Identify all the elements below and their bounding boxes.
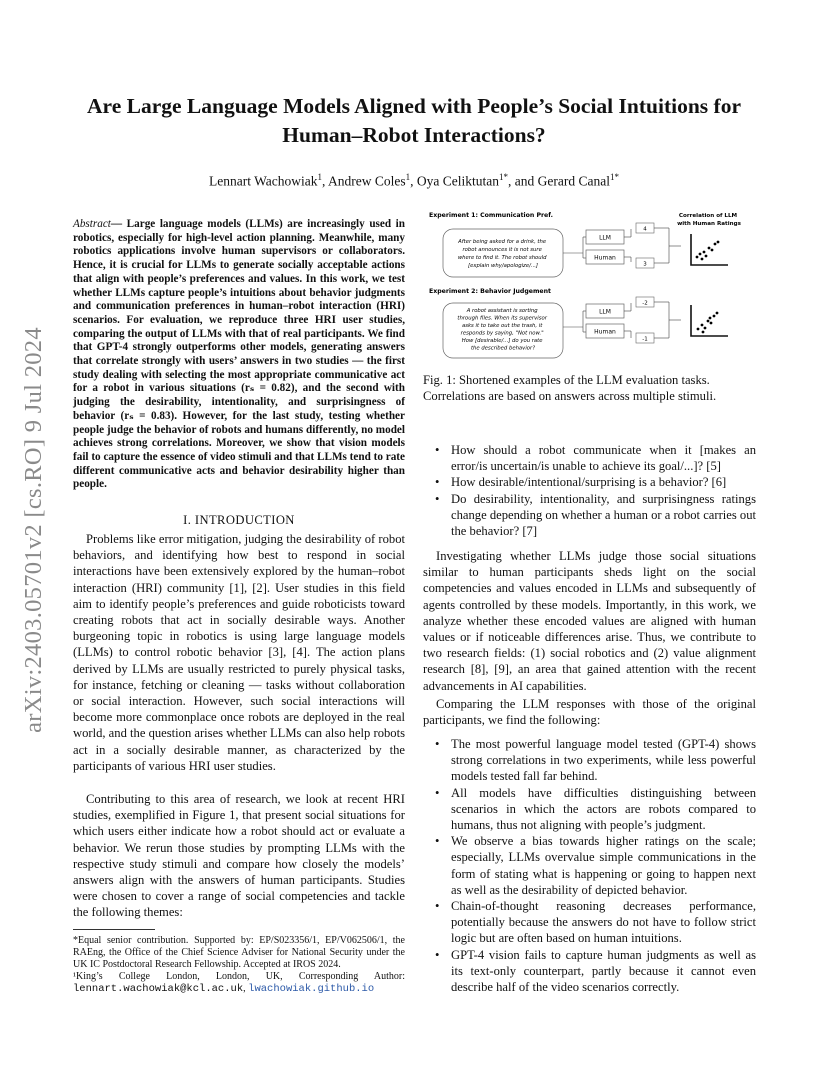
arxiv-stamp: arXiv:2403.05701v2 [cs.RO] 9 Jul 2024	[20, 327, 47, 733]
paper-title	[60, 92, 768, 150]
right-paragraph-1: Investigating whether LLMs judge those social situations similar to human participants sheds light on the social competencies and values encoded in LLMs and subsequently of agents controlled by these models. Importantly, in this work, we analyze whether these encoded values are aligned with human values or if noticeable differences arise. Thus, we contribute to two research fields: (1) social robotics and (2) value alignment research [8], [9], an area that gained attention with the recent advancements in AI capabilities.	[423, 549, 756, 693]
exp2-scatter-plot	[691, 305, 728, 336]
exp2-llm-score: -2	[642, 300, 648, 307]
abstract-body: — Large language models (LLMs) are increasingly used in robotics, especially for high-level action planning. Meanwhile, many robotics applications involve human supervisors or collaborators. Hence, it is crucial for LLMs to generate socially acceptable actions that align with people’s preferences and values. In this work, we test whether LLMs capture people’s intuitions about behavior judgments and communication preferences in human–robot interaction (HRI) scenarios. For evaluation, we reproduce three HRI user studies, comparing the output of LLMs with that of real participants. We find that GPT-4 strongly outperforms other models, generating answers that correlate strongly with users’ answers in two studies — the first study dealing with selecting the most appropriate communicative act for a robot in various situations (rₛ = 0.82), and the second with judging the desirability, intentionality, and surprisingness of behavior (rₛ = 0.83). However, for the last study, testing whether people judge the behavior of robots and humans differently, no model achieves strong correlations. Moreover, we show that vision models fail to capture the essence of video stimuli and that LLMs tend to rate different communicative acts and behavior desirability higher than people.	[73, 218, 405, 491]
author-mark: 1*	[499, 172, 509, 182]
exp1-title: Experiment 1: Communication Pref.	[429, 212, 553, 219]
author-list: Lennart Wachowiak$^1$, Andrew Coles$^1$, Oya Celiktutan$^{1*}$, and Gerard Canal$^{1*}$	[209, 172, 619, 189]
exp2-human-label: Human	[594, 328, 616, 336]
figure-1	[423, 212, 756, 362]
abstract-label: Abstract	[73, 218, 111, 230]
exp1-human-label: Human	[594, 254, 616, 262]
list-item: • We observe a bias towards higher ratings on the scale; especially, LLMs overvalue simple communications in the form of stating what is happening or going to happen next as well as the desirability of depicted behavior.	[423, 833, 756, 898]
findings-list	[423, 736, 756, 995]
list-item: • Chain-of-thought reasoning decreases performance, potentially because the answers do not have to follow strict logic but are often based on human intuitions.	[423, 898, 756, 947]
author-website-link[interactable]: lwachowiak.github.io	[248, 983, 375, 996]
exp2-llm-label: LLM	[599, 308, 611, 316]
list-item: • How desirable/intentional/surprising is a behavior? [6]	[423, 474, 756, 490]
footnote-funding: *Equal senior contribution. Supported by: EP/S023356/1, EP/V062506/1, the RAEng, the Office of the Chief Science Adviser for National Security under the UK IC Postdoctoral Research Fellowship. Accepted at IROS 2024.	[73, 935, 405, 971]
author-mark: 1	[317, 172, 323, 182]
figure-caption: Fig. 1: Shortened examples of the LLM evaluation tasks. Correlations are based on answers across multiple stimuli.	[423, 373, 717, 404]
right-paragraph-2: Comparing the LLM responses with those of the original participants, we find the following:	[423, 697, 756, 728]
author-name: Oya Celiktutan	[416, 173, 500, 189]
list-item: • Do desirability, intentionality, and surprisingness ratings change depending on whether a human or a robot carries out the behavior? [7]	[423, 491, 756, 540]
list-item: • GPT-4 vision fails to capture human judgments as well as its text-only counterpart, partly because it cannot even describe half of the video scenarios correctly.	[423, 947, 756, 996]
abstract	[73, 218, 405, 492]
intro-paragraph-2: Contributing to this area of research, we look at recent HRI studies, exemplified in Figure 1, that present social situations for which users either indicate how a robot should act or evaluate a behavior. We rerun those studies by prompting LLMs with the respective study stimuli and compare how closely the models’ answers align with the answers of human participants. Studies were chosen to cover a range of social competencies and tackle the following themes:	[73, 792, 405, 920]
exp1-llm-label: LLM	[599, 234, 611, 242]
exp1-human-score: 3	[643, 261, 647, 268]
exp1-llm-score: 4	[643, 226, 647, 233]
section-heading: I. INTRODUCTION	[183, 513, 295, 527]
correlation-title: Correlation of LLM with Human Ratings	[677, 213, 741, 227]
intro-paragraph-1: Problems like error mitigation, judging the desirability of robot behaviors, and identifying how best to respond in social interactions have been extensively explored by the human–robot interaction (HRI) community [1], [2]. User studies in this field aim to identify people’s preferences and guide roboticists toward creating robots that act in socially desirable ways. Another burgeoning topic in robotics is using large language models (LLMs) to control robotic behavior [3], [4]. The action plans derived by LLMs are usually restricted to purely physical tasks, for instance, fetching or cleaning — tasks without collaboration or social interaction. However, such social interactions will become more commonplace once robots are deployed in the real world, and the question arises whether LLMs can also help robots act in a socially desirable manner, as characterized by the participants of various HRI user studies.	[73, 532, 405, 773]
themes-list	[423, 442, 756, 539]
author-email-link[interactable]: lennart.wachowiak@kcl.ac.uk	[73, 983, 244, 996]
author-name: Andrew Coles	[328, 173, 406, 189]
exp1-stimulus-box	[443, 229, 563, 277]
list-item: • How should a robot communicate when it [makes an error/is uncertain/is unable to achieve its goal/...]? [5]	[423, 442, 756, 474]
exp1-stimulus-text: After being asked for a drink, the robot announces it is not sure where to find it. The robot should [explain why/apologize/...]	[457, 239, 547, 269]
title-line-2: Human–Robot Interactions?	[282, 123, 546, 147]
exp2-title: Experiment 2: Behavior Judgement	[429, 288, 551, 295]
author-mark: 1	[405, 172, 411, 182]
exp1-scatter-plot	[691, 234, 728, 265]
exp2-stimulus-text: A robot assistant is sorting through files. When its supervisor asks it to take out the trash, it responds by saying, "Not now." How [desirable/...] do you rate the described behavior?	[457, 308, 547, 352]
author-mark: 1*	[609, 172, 619, 182]
list-item: • The most powerful language model tested (GPT-4) shows strong correlations in two experiments, while less powerful models tested fall far behind.	[423, 736, 756, 785]
exp2-human-score: -1	[642, 336, 648, 343]
footnote-affiliation: ¹King’s College London, London, UK, Corresponding Author:	[73, 971, 405, 983]
footnote: *Equal senior contribution. Supported by: EP/S023356/1, EP/V062506/1, the RAEng, the Office of the Chief Science Adviser for National Security under the UK IC Postdoctoral Research Fellowship. Accepted at IROS 2024. ¹King’s College London, London, UK, Corresponding Author: lennart.wachowiak@kcl.ac.uk, lwachowiak.github.io	[73, 935, 405, 995]
author-name: Lennart Wachowiak	[209, 173, 318, 189]
footnote-rule	[73, 929, 155, 930]
title-line-1: Are Large Language Models Aligned with People’s Social Intuitions for	[87, 94, 741, 118]
author-name: Gerard Canal	[537, 173, 610, 189]
list-item: • All models have difficulties distinguishing between scenarios in which the actors are robots compared to humans, thus not aligning with people’s judgment.	[423, 785, 756, 834]
